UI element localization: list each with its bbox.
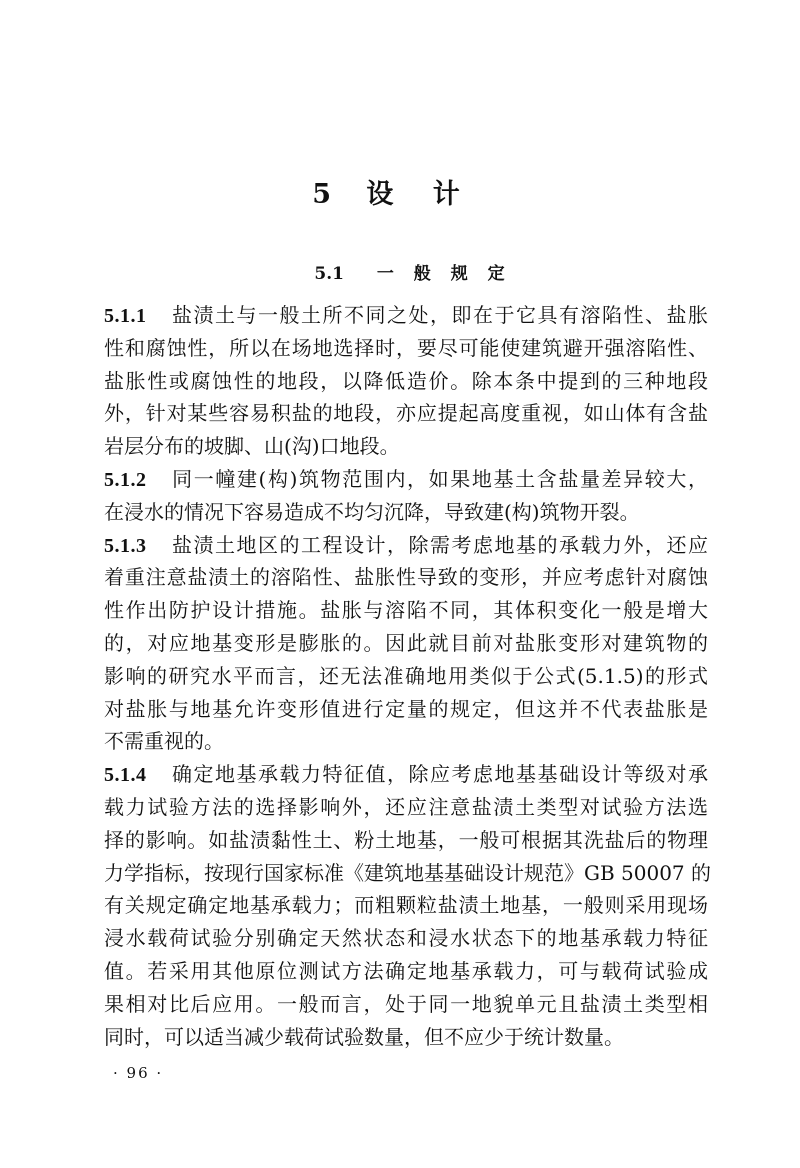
clause-number: 5.1.1	[104, 305, 147, 327]
line-text: 着重注意盐渍土的溶陷性、盐胀性导致的变形，并应考虑针对腐蚀	[104, 565, 708, 590]
section-title-char: 一	[376, 264, 394, 284]
line-text: 浸水载荷试验分别确定天然状态和浸水状态下的地基承载力特征	[104, 926, 708, 951]
clause-5-1-1	[104, 299, 708, 463]
text-line	[104, 1021, 708, 1054]
text-line	[104, 791, 708, 824]
section-title-char: 规	[450, 264, 468, 284]
line-text: 有关规定确定地基承载力；而粗颗粒盐渍土地基，一般则采用现场	[104, 893, 708, 918]
text-line	[104, 988, 708, 1021]
text-line	[104, 529, 708, 562]
text-line	[104, 889, 708, 922]
text-line	[104, 725, 708, 758]
text-line	[104, 955, 708, 988]
text-line	[104, 430, 708, 463]
clause-number: 5.1.2	[104, 468, 147, 491]
chapter-title-char: 设	[366, 179, 396, 210]
line-text: 影响的研究水平而言，还无法准确地用类似于公式(5.1.5)的形式	[104, 663, 708, 688]
section-title-char: 定	[487, 264, 505, 284]
page-number: · 96 ·	[113, 1064, 164, 1082]
chapter-number: 5	[312, 179, 333, 210]
chapter-title-char: 计	[432, 179, 462, 210]
line-text: 盐渍土与一般土所不同之处，即在于它具有溶陷性、盐胀	[170, 303, 708, 327]
line-text: 岩层分布的坡脚、山(沟)口地段。	[104, 434, 400, 459]
line-text: 的，对应地基变形是膨胀的。因此就目前对盐胀变形对建筑物的	[104, 630, 708, 655]
text-line	[104, 561, 708, 594]
line-text: 果相对比后应用。一般而言，处于同一地貌单元且盐渍土类型相	[104, 991, 708, 1016]
line-text: 对盐胀与地基允许变形值进行定量的规定，但这并不代表盐胀是	[104, 696, 708, 721]
section-title-char: 般	[413, 264, 431, 284]
text-line	[104, 922, 708, 955]
body-text	[104, 299, 712, 1053]
line-text: 盐渍土地区的工程设计，除需考虑地基的承载力外，还应	[170, 532, 708, 557]
line-text: 力学指标，按现行国家标准《建筑地基基础设计规范》GB 50007 的	[104, 860, 712, 885]
line-text: 值。若采用其他原位测试方法确定地基承载力，可与载荷试验成	[104, 958, 708, 983]
line-text: 盐胀性或腐蚀性的地段，以降低造价。除本条中提到的三种地段	[104, 368, 708, 393]
line-text: 性作出防护设计措施。盐胀与溶陷不同，其体积变化一般是增大	[104, 598, 708, 623]
text-line	[104, 299, 708, 332]
text-line	[104, 627, 708, 660]
chapter-title	[0, 172, 800, 211]
clause-number: 5.1.4	[104, 764, 147, 787]
text-line	[104, 857, 712, 890]
line-text: 不需重视的。	[104, 729, 224, 754]
text-line	[104, 332, 708, 365]
text-line	[104, 496, 708, 529]
line-text: 择的影响。如盐渍黏性土、粉土地基，一般可根据其洗盐后的物理	[104, 827, 708, 852]
line-text: 外，针对某些容易积盐的地段，亦应提起高度重视，如山体有含盐	[104, 401, 708, 426]
text-line	[104, 594, 708, 627]
text-line	[104, 660, 708, 693]
text-line	[104, 824, 708, 857]
section-number: 5.1	[314, 264, 344, 284]
line-text: 同一幢建(构)筑物范围内，如果地基土含盐量差异较大，	[170, 466, 708, 491]
line-text: 性和腐蚀性，所以在场地选择时，要尽可能使建筑避开强溶陷性、	[104, 335, 708, 360]
line-text: 确定地基承载力特征值，除应考虑地基基础设计等级对承	[170, 762, 708, 787]
line-text: 同时，可以适当减少载荷试验数量，但不应少于统计数量。	[104, 1024, 624, 1049]
text-line	[104, 397, 708, 430]
line-text: 在浸水的情况下容易造成不均匀沉降，导致建(构)筑物开裂。	[104, 499, 640, 524]
text-line	[104, 463, 708, 496]
text-line	[104, 365, 708, 398]
text-line	[104, 758, 708, 791]
text-line	[104, 693, 708, 726]
clause-5-1-2	[104, 463, 708, 529]
clause-number: 5.1.3	[104, 534, 147, 557]
line-text: 载力试验方法的选择影响外，还应注意盐渍土类型对试验方法选	[104, 794, 708, 819]
section-title	[0, 259, 800, 284]
clause-5-1-3	[104, 529, 708, 759]
clause-5-1-4	[104, 758, 712, 1053]
